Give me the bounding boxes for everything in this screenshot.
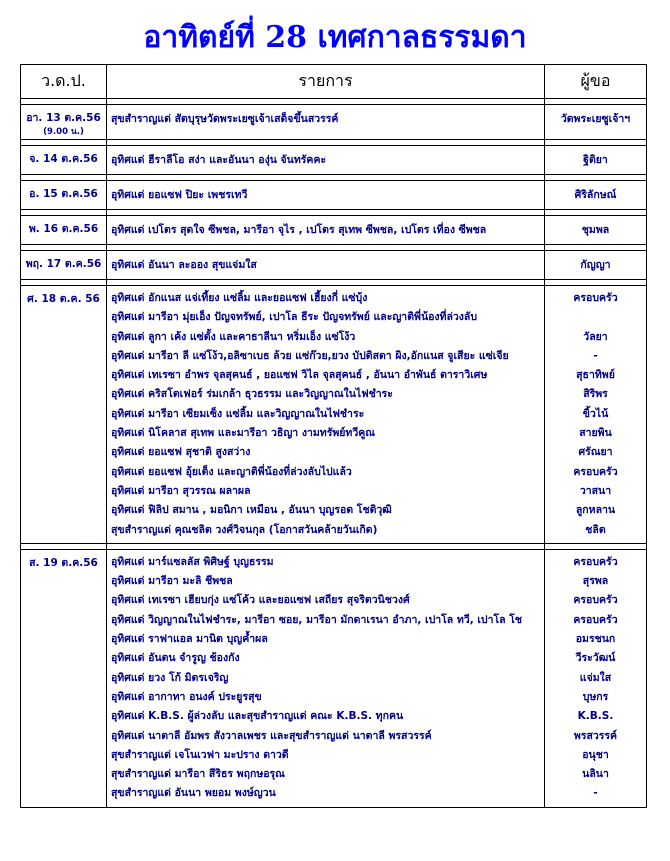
header-requester: ผู้ขอ bbox=[545, 65, 647, 99]
intention-line: อุทิศแด่ นาตาลี อัมพร สังวาลเพชร และสุขสำราญแด่ นาตาลี พรสวรรค์ bbox=[111, 729, 432, 742]
requester-name: - bbox=[593, 349, 598, 362]
requester-name: ฐิติยา bbox=[583, 154, 608, 166]
requester-name: อมรชนก bbox=[575, 633, 616, 646]
requester-name: อนุชา bbox=[582, 748, 609, 761]
table-header-row bbox=[21, 65, 647, 99]
table-row bbox=[21, 146, 647, 175]
requester-name: วีระวัฒน์ bbox=[575, 652, 616, 665]
row-requesters bbox=[545, 181, 647, 210]
row-date bbox=[21, 216, 107, 245]
row-requesters bbox=[545, 549, 647, 807]
requester-name: สิริพร bbox=[583, 388, 608, 401]
intention-line: อุทิศแด่ ฟิลิป สมาน , มอนิกา เหมือน , อันนา บุญรอด โชติวุฒิ bbox=[111, 504, 392, 517]
intention-line: อุทิศแด่ ราฟาแอล มานิต บุญค้ำผล bbox=[111, 633, 268, 646]
requester-name: สุธาทิพย์ bbox=[576, 369, 615, 382]
row-items bbox=[107, 286, 545, 544]
row-items bbox=[107, 251, 545, 280]
intention-line: อุทิศแด่ คริสโตเฟอร์ ร่มเกล้า ธุวธรรม และวิญญาณในไฟชำระ bbox=[111, 388, 393, 401]
table-row bbox=[21, 105, 647, 140]
intention-line: อุทิศแด่ เปโตร สุดใจ ซีพชล, มารีอา จุไร , เปโตร สุเทพ ซีพชล, เปโตร เที่อง ซีพชล bbox=[111, 224, 487, 236]
row-date bbox=[21, 286, 107, 544]
intention-line: สุขสำราญแด่ เจโนเวฟา มะปราง ดาวดี bbox=[111, 748, 289, 761]
intention-line: อุทิศแด่ มารีอา มุ่ยเอ็ง ปัญจทรัพย์, เปาโล ธีระ ปัญจทรัพย์ และญาติพี่น้องที่ล่วงลับ bbox=[111, 311, 478, 324]
intention-line: อุทิศแด่ ฮีราลีโอ สง่า และอันนา องุ่น จันทรัคคะ bbox=[111, 154, 327, 166]
intention-line: อุทิศแด่ ยวง โก้ มิตรเจริญ bbox=[111, 671, 229, 684]
intention-line: อุทิศแด่ อากาทา อนงค์ ประยูรสุข bbox=[111, 690, 262, 703]
requester-name: กัญญา bbox=[580, 259, 611, 271]
intention-line: อุทิศแด่ วิญญาณในไฟชำระ, มารีอา ซอย, มารีอา มักดาเรนา อำภา, เปาโล ทวี, เปาโล โช bbox=[111, 613, 522, 626]
mass-intentions-table bbox=[20, 64, 647, 808]
row-requesters bbox=[545, 251, 647, 280]
intention-line: อุทิศแด่ มารีอา ลี แซ่โง้ว,อลิซาเบธ ล้วย แซ่ก๊วย,ยวง บัปติสตา ผิง,อักแนส จูเสียะ แซ่เจีย bbox=[111, 349, 509, 362]
date-text: จ. 14 ต.ค.56 bbox=[29, 153, 98, 165]
table-row bbox=[21, 216, 647, 245]
requester-name: ขิ้วไน้ bbox=[582, 407, 609, 420]
intention-line: อุทิศแด่ เทเรซา เฮียบกุ่ง แซ่โค้ว และยอแซฟ เสถียร สุจริตวนิชวงศ์ bbox=[111, 594, 410, 607]
row-date bbox=[21, 549, 107, 807]
intention-line: อุทิศแด่ เทเรซา อำพร จุลสุคนธ์ , ยอแซฟ วิไล จุลสุคนธ์ , อันนา อำพันธ์ ดาราวิเศษ bbox=[111, 369, 488, 382]
requester-name: พรสวรรค์ bbox=[573, 729, 618, 742]
date-note: (9.00 น.) bbox=[43, 127, 84, 137]
date-text: อ. 15 ต.ค.56 bbox=[29, 188, 98, 200]
row-items bbox=[107, 181, 545, 210]
intention-line: สุขสำราญแด่ มารีอา สีริธร พฤกษอรุณ bbox=[111, 768, 285, 781]
requester-name: - bbox=[593, 787, 598, 800]
requester-name: ศิริลักษณ์ bbox=[574, 189, 617, 201]
row-items bbox=[107, 549, 545, 807]
date-text: พฤ. 17 ต.ค.56 bbox=[25, 258, 102, 270]
intention-line: สุขสำราญแด่ สัตบุรุษวัดพระเยซูเจ้าเสด็จขึ้นสวรรค์ bbox=[111, 113, 339, 125]
requester-name: K.B.S. bbox=[577, 710, 614, 723]
date-text: อา. 13 ต.ค.56 bbox=[26, 112, 101, 124]
date-text: ส. 19 ต.ค.56 bbox=[29, 556, 98, 569]
intention-line: อุทิศแด่ อันนา ละออง สุขแจ่มใส bbox=[111, 259, 257, 271]
requester-name: ครอบครัว bbox=[573, 594, 618, 607]
requester-name: วาสนา bbox=[579, 484, 612, 497]
row-date bbox=[21, 251, 107, 280]
row-date bbox=[21, 146, 107, 175]
intention-line: อุทิศแด่ มารีอา สุวรรณ ผลาผล bbox=[111, 484, 251, 497]
header-items: รายการ bbox=[107, 65, 545, 99]
intention-line: อุทิศแด่ ยอแซฟ สุชาติ สูงสว่าง bbox=[111, 446, 251, 459]
page-title: อาทิตย์ที่ 28 เทศกาลธรรมดา bbox=[143, 20, 527, 55]
intention-line: อุทิศแด่ นิโคลาส สุเทพ และมารีอา วธิญา งามทรัพย์ทวีคูณ bbox=[111, 427, 375, 440]
intention-line: อุทิศแด่ ลูกา เค้ง แซ่ตั้ง และคาธาลีนา หริ่มเอ็ง แซ่โง้ว bbox=[111, 330, 356, 343]
intention-line: อุทิศแด่ ยอแซฟ อุ้ยเต็ง และญาติพี่น้องที่ล่วงลับไปแล้ว bbox=[111, 465, 352, 478]
intention-line: อุทิศแด่ ยอแซฟ ปิยะ เพชรเทวี bbox=[111, 189, 248, 201]
row-date bbox=[21, 181, 107, 210]
requester-name: วัลยา bbox=[583, 330, 608, 343]
table-row bbox=[21, 549, 647, 807]
requester-name: วัดพระเยซูเจ้าฯ bbox=[560, 113, 631, 125]
row-requesters bbox=[545, 146, 647, 175]
requester-name: นลินา bbox=[582, 768, 609, 781]
requester-name: ครอบครัว bbox=[573, 555, 618, 568]
requester-name: ชุมพล bbox=[581, 224, 610, 236]
intention-line: สุขสำราญแด่ อันนา พยอม พงษ์ญวน bbox=[111, 787, 276, 800]
requester-name: ครอบครัว bbox=[573, 292, 618, 304]
requester-name: ชลิต bbox=[585, 523, 606, 536]
intention-line: อุทิศแด่ มาร์แซลลัส พิศิษฐ์ บุญธรรม bbox=[111, 555, 274, 568]
intention-line: อุทิศแด่ อักแนส แจ่เที้ยง แซ่ลิ้ม และยอแซฟ เฮี้ยงกี่ แซ่บุ้ง bbox=[111, 292, 368, 304]
row-requesters bbox=[545, 286, 647, 544]
requester-name: แจ่มใส bbox=[579, 671, 612, 684]
requester-name: ครอบครัว bbox=[573, 465, 618, 478]
row-requesters bbox=[545, 105, 647, 140]
requester-name: สุรพล bbox=[582, 575, 609, 588]
row-requesters bbox=[545, 216, 647, 245]
table-row bbox=[21, 251, 647, 280]
requester-name: สายพิน bbox=[579, 427, 612, 440]
intention-line: อุทิศแด่ อันตน จำรูญ ช้องกัง bbox=[111, 652, 240, 665]
row-items bbox=[107, 105, 545, 140]
requester-name: บุษกร bbox=[582, 690, 609, 703]
intention-line: อุทิศแด่ มารีอา มะลิ ชีพชล bbox=[111, 575, 233, 588]
row-date bbox=[21, 105, 107, 140]
intention-line: สุขสำราญแด่ คุณชลิต วงศ์วิจนกุล (โอกาสวันคล้ายวันเกิด) bbox=[111, 523, 378, 536]
requester-name: ลูกหลาน bbox=[575, 504, 616, 517]
table-row bbox=[21, 181, 647, 210]
requester-name: ศรัณยา bbox=[578, 446, 613, 459]
row-items bbox=[107, 216, 545, 245]
requester-name bbox=[545, 308, 646, 327]
row-items bbox=[107, 146, 545, 175]
requester-name: ครอบครัว bbox=[573, 613, 618, 626]
date-text: พ. 16 ต.ค.56 bbox=[28, 223, 99, 235]
date-text: ศ. 18 ต.ค. 56 bbox=[27, 293, 100, 305]
intention-line: อุทิศแด่ K.B.S. ผู้ล่วงลับ และสุขสำราญแด่ คณะ K.B.S. ทุกคน bbox=[111, 710, 404, 723]
table-row bbox=[21, 286, 647, 544]
intention-line: อุทิศแด่ มารีอา เซียมเซ็ง แซ่ลิ้ม และวิญญาณในไฟชำระ bbox=[111, 407, 365, 420]
header-date: ว.ด.ป. bbox=[21, 65, 107, 99]
